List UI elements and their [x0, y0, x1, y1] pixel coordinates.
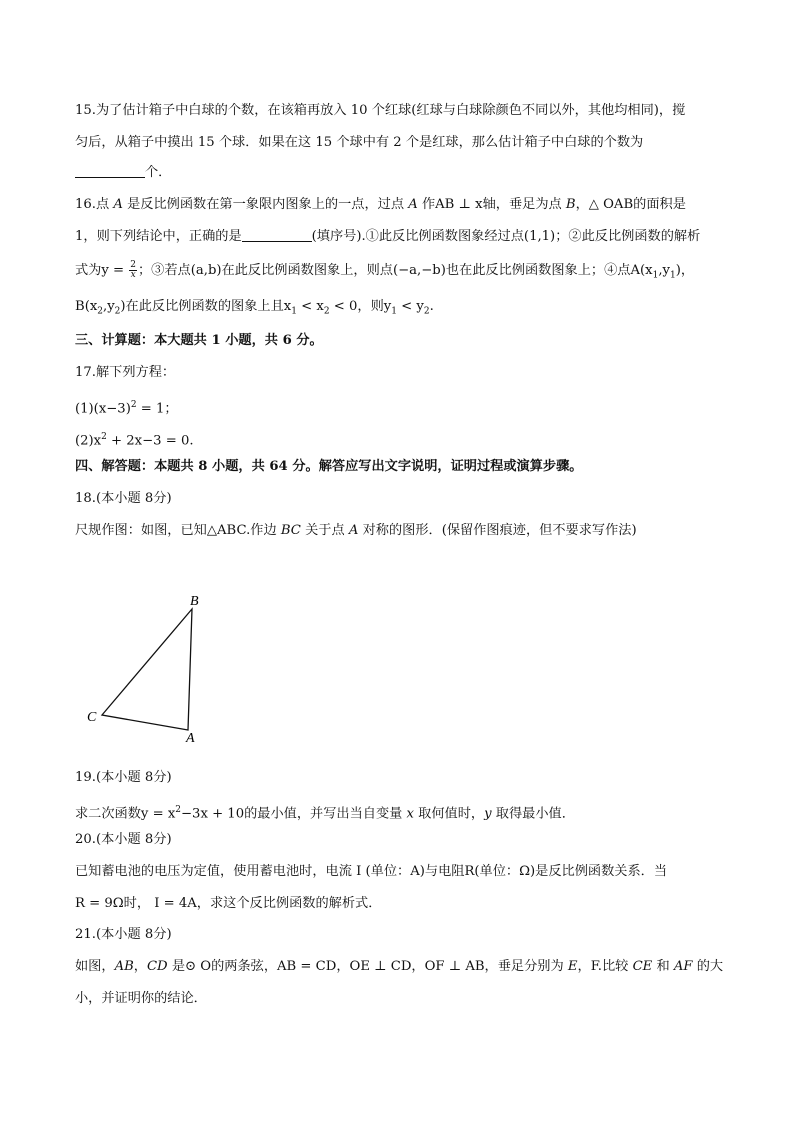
- subscript: 2: [323, 306, 330, 317]
- q17-text: = 1；: [136, 401, 178, 417]
- q21-point-e: E: [567, 959, 578, 974]
- q16-text: (填序号).①此反比例函数图象经过点(1,1)；②此反比例函数的解析: [311, 229, 701, 244]
- superscript: 2: [175, 805, 181, 815]
- q16-text: )在此反比例函数的图象上且x: [120, 299, 292, 314]
- q16-text: ，△ OAB的面积是: [575, 197, 686, 212]
- q15-line2: 匀后，从箱子中摸出 15 个球．如果在这 15 个球中有 2 个是红球，那么估计箱子中白球的个数为: [75, 135, 644, 150]
- q16-line3: [75, 261, 744, 286]
- q19-text-part: −3x + 10的最小值，并写出当自变量: [181, 806, 407, 822]
- q21-title: 21.(本小题 8分): [75, 927, 172, 942]
- label-c: C: [87, 710, 97, 725]
- q21-text-part: 如图，: [75, 959, 115, 974]
- q17-eq2: [75, 427, 744, 451]
- q16-line4: [75, 297, 744, 322]
- q19-title: 19.(本小题 8分): [75, 770, 172, 785]
- q16-text: < 0，则y: [329, 299, 392, 314]
- q17-text: (1)(x−3): [75, 401, 131, 417]
- q21-line2: 小，并证明你的结论．: [75, 991, 207, 1006]
- subscript: 2: [114, 306, 121, 317]
- q18-text-part: 关于点: [300, 523, 349, 538]
- q16-line2: [75, 227, 744, 247]
- label-b: B: [190, 594, 199, 609]
- q16-text: ；③若点(a,b)在此反比例函数图象上，则点(−a,−b)也在此反比例函数图象上；④点A(x: [138, 263, 653, 278]
- q16-text: ,y: [658, 263, 670, 278]
- q18-title: 18.(本小题 8分): [75, 491, 172, 506]
- q16-text: 式为y =: [75, 263, 129, 278]
- q16-text: 1，则下列结论中，正确的是: [75, 229, 242, 244]
- fraction: [129, 261, 137, 280]
- q15-line3-suffix: 个．: [145, 165, 172, 180]
- q16-point-a: A: [113, 197, 123, 212]
- q17-title: 17.解下列方程：: [75, 365, 176, 380]
- subscript: 2: [423, 306, 430, 317]
- q21-chord-ab: AB: [114, 959, 134, 974]
- fraction-numerator: 2: [130, 260, 136, 270]
- q19-text-part: 取何值时，: [413, 806, 485, 822]
- q19-variable-x: x: [406, 806, 414, 822]
- subscript: 1: [391, 306, 397, 317]
- q15-line3: [75, 163, 744, 183]
- q16-text: < y: [396, 299, 424, 314]
- q16-point-a: A: [408, 197, 418, 212]
- q20-line2: R = 9Ω时， I = 4A，求这个反比例函数的解析式．: [75, 896, 382, 911]
- q21-text-part: 是⊙ O的两条弦，AB = CD，OE ⊥ CD，OF ⊥ AB，垂足分别为: [167, 959, 568, 974]
- triangle-abc-figure: [75, 585, 235, 755]
- q18-point-a: A: [348, 523, 359, 538]
- answer-blank: [242, 227, 312, 242]
- subscript: 1: [669, 270, 676, 281]
- q16-text: ,y: [103, 299, 115, 314]
- q21-segment-af: AF: [673, 959, 693, 974]
- q21-chord-cd: CD: [146, 959, 168, 974]
- q16-text: 16.点: [75, 197, 114, 212]
- superscript: 2: [101, 432, 107, 442]
- q18-text-part: 对称的图形．(保留作图痕迹，但不要求写作法): [358, 523, 637, 538]
- q21-text-part: 的大: [692, 959, 724, 974]
- q17-eq1: [75, 395, 744, 419]
- q18-text-part: 尺规作图：如图，已知△ABC.作边: [75, 523, 281, 538]
- q16-text: 是反比例函数在第一象限内图象上的一点，过点: [122, 197, 409, 212]
- q21-text-part: ，: [133, 959, 147, 974]
- q16-text: 作AB ⊥ x轴，垂足为点: [417, 197, 566, 212]
- section-4-heading: 四、解答题：本题共 8 小题，共 64 分。解答应写出文字说明，证明过程或演算步骤。: [75, 459, 583, 474]
- q21-segment-ce: CE: [632, 959, 653, 974]
- q20-title: 20.(本小题 8分): [75, 832, 172, 847]
- q20-line1: 已知蓄电池的电压为定值，使用蓄电池时，电流 I (单位：A)与电阻R(单位：Ω)是反比例函数关系．当: [75, 864, 668, 879]
- q21-text-part: ，F.比较: [577, 959, 633, 974]
- q17-text: (2)x: [75, 433, 102, 449]
- q16-text: B(x: [75, 299, 98, 314]
- q16-text: < x: [296, 299, 324, 314]
- q21-text-part: 和: [652, 959, 674, 974]
- q21-line1: [75, 957, 744, 977]
- q17-text: + 2x−3 = 0.: [106, 433, 194, 449]
- subscript: 1: [291, 306, 297, 317]
- answer-blank: [75, 163, 145, 178]
- label-a: A: [186, 731, 195, 746]
- q16-point-b: B: [565, 197, 576, 212]
- q19-text: [75, 800, 744, 824]
- q19-text-part: 求二次函数y = x: [75, 806, 176, 822]
- triangle-abc: [102, 609, 192, 730]
- q18-text: [75, 521, 744, 541]
- q19-text-part: 取得最小值．: [491, 806, 575, 822]
- q15-line1: 15.为了估计箱子中白球的个数，在该箱再放入 10 个红球(红球与白球除颜色不同以外，其他均相同)，搅: [75, 103, 686, 118]
- q16-text: )，: [675, 263, 695, 278]
- q18-segment-bc: BC: [280, 523, 301, 538]
- section-3-heading: 三、计算题：本大题共 1 小题，共 6 分。: [75, 333, 323, 348]
- subscript: 1: [652, 270, 659, 281]
- q16-line1: [75, 195, 744, 215]
- superscript: 2: [130, 400, 137, 410]
- subscript: 2: [97, 306, 104, 317]
- q19-variable-y: y: [484, 806, 492, 822]
- q16-text: .: [429, 299, 434, 314]
- fraction-denominator: x: [130, 270, 136, 280]
